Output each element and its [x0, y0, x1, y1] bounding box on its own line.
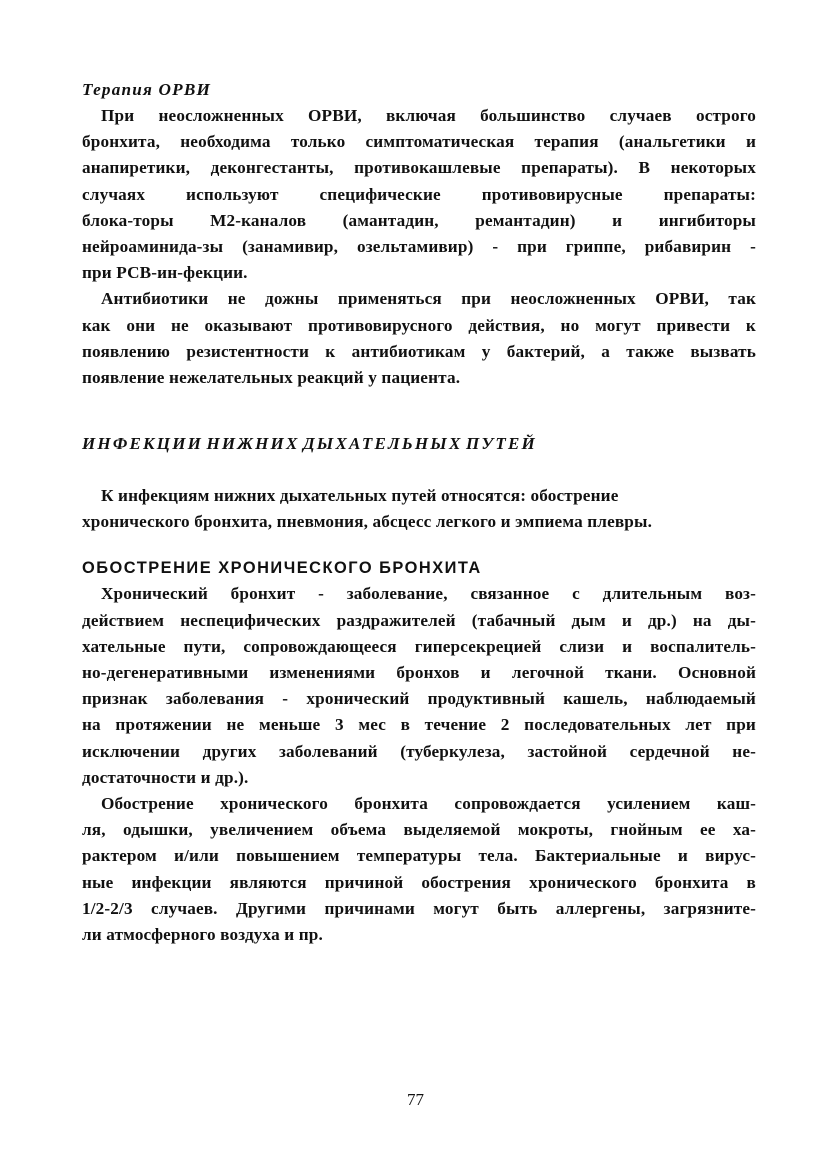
therapy-heading: Терапия ОРВИ — [82, 80, 212, 99]
text-line: появлению резистентности к антибиотикам у бактерий, а также вызвать — [82, 341, 756, 361]
text-line: бронхита, необходима только симптоматическая терапия (анальгетики и — [82, 132, 756, 152]
lower-tract-heading: ИНФЕКЦИИ НИЖНИХ ДЫХАТЕЛЬНЫХ ПУТЕЙ — [82, 434, 537, 454]
text-line: анапиретики, деконгестанты, противокашлевые препараты). В некоторых — [82, 158, 756, 178]
text-line: как они не оказывают противовирусного действия, но могут привести к — [82, 315, 756, 335]
text-line: Хронический бронхит - заболевание, связанное с длительным воз- — [101, 584, 756, 604]
text-line: нейроаминида-зы (занамивир, озельтамивир) - при гриппе, рибавирин - — [82, 236, 756, 256]
text-line: достаточности и др.). — [82, 767, 249, 787]
lower-tract-paragraph — [82, 483, 756, 535]
text-line: К инфекциям нижних дыхательных путей относятся: обострение — [101, 486, 619, 506]
text-line: случаях используют специфические противовирусные препараты: — [82, 184, 756, 204]
text-line: но-дегенеративными изменениями бронхов и легочной ткани. Основной — [82, 663, 756, 682]
therapy-paragraph-2 — [82, 286, 756, 391]
text-line: при РСВ-ин-фекции. — [82, 263, 248, 283]
therapy-paragraph-1 — [82, 103, 756, 286]
bronchitis-heading: ОБОСТРЕНИЕ ХРОНИЧЕСКОГО БРОНХИТА — [82, 559, 482, 578]
text-line: действием неспецифических раздражителей (табачный дым и др.) на ды- — [82, 610, 756, 630]
text-line: 1/2-2/3 случаев. Другими причинами могут быть аллергены, загрязните- — [82, 898, 756, 918]
text-line: При неосложненных ОРВИ, включая большинство случаев острого — [101, 106, 756, 125]
text-line: ля, одышки, увеличением объема выделяемой мокроты, гнойным ее ха- — [82, 820, 756, 840]
text-line: признак заболевания - хронический продуктивный кашель, наблюдаемый — [82, 689, 756, 709]
text-line: ли атмосферного воздуха и пр. — [82, 924, 323, 944]
text-line: ные инфекции являются причиной обострения хронического бронхита в — [82, 872, 756, 892]
text-line: блока-торы М2-каналов (амантадин, ремантадин) и ингибиторы — [82, 210, 756, 230]
text-line: на протяжении не меньше 3 мес в течение 2 последовательных лет при — [82, 715, 756, 735]
bronchitis-paragraph-1 — [82, 581, 756, 791]
page-number: 77 — [407, 1090, 424, 1109]
text-line: рактером и/или повышением температуры тела. Бактериальные и вирус- — [82, 846, 756, 866]
page-body — [82, 77, 756, 948]
text-line: исключении других заболеваний (туберкулеза, застойной сердечной не- — [82, 741, 756, 761]
text-line: хательные пути, сопровождающееся гиперсекрецией слизи и воспалитель- — [82, 636, 756, 656]
text-line: хронического бронхита, пневмония, абсцесс легкого и эмпиема плевры. — [82, 512, 653, 532]
bronchitis-paragraph-2 — [82, 791, 756, 948]
text-line: появление нежелательных реакций у пациента. — [82, 367, 461, 387]
text-line: Антибиотики не дожны применяться при неосложненных ОРВИ, так — [101, 289, 756, 309]
text-line: Обострение хронического бронхита сопровождается усилением каш- — [101, 793, 756, 813]
